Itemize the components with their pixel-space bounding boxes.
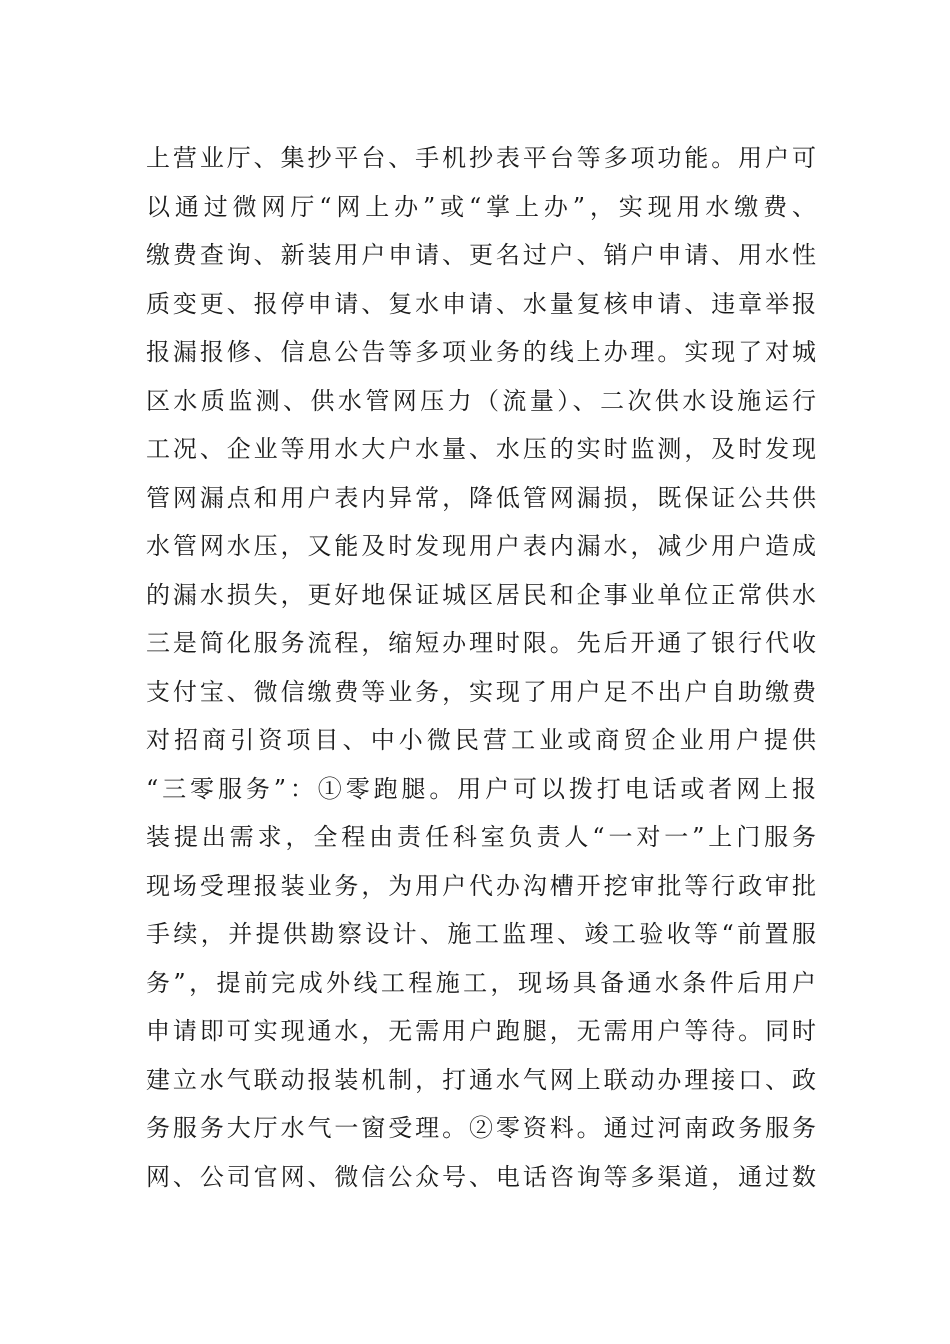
text-line: 三是简化服务流程，缩短办理时限。先后开通了银行代收 [146, 629, 816, 657]
text-line: 务”，提前完成外线工程施工，现场具备通水条件后用户 [146, 968, 816, 997]
text-line: 的漏水损失，更好地保证城区居民和企事业单位正常供水 [146, 580, 816, 609]
text-line: 手续，并提供勘察设计、施工监理、竣工验收等“前置服 [146, 920, 816, 948]
text-line: 水管网水压，又能及时发现用户表内漏水，减少用户造成 [146, 532, 816, 560]
text-line: 缴费查询、新装用户申请、更名过户、销户申请、用水性 [146, 241, 816, 269]
text-line: 务服务大厅水气一窗受理。②零资料。通过河南政务服务 [146, 1114, 816, 1142]
text-line: 网、公司官网、微信公众号、电话咨询等多渠道，通过数 [146, 1162, 816, 1191]
text-line: 上营业厅、集抄平台、手机抄表平台等多项功能。用户可 [146, 144, 816, 172]
text-line: 管网漏点和用户表内异常，降低管网漏损，既保证公共供 [146, 483, 816, 512]
text-line: 现场受理报装业务，为用户代办沟槽开挖审批等行政审批 [146, 871, 816, 900]
text-line: 对招商引资项目、中小微民营工业或商贸企业用户提供 [146, 726, 816, 754]
text-line: 装提出需求，全程由责任科室负责人“一对一”上门服务 [146, 823, 816, 851]
text-line: 申请即可实现通水，无需用户跑腿，无需用户等待。同时 [146, 1017, 816, 1045]
text-line: 建立水气联动报装机制，打通水气网上联动办理接口、政 [146, 1065, 816, 1094]
text-line: 工况、企业等用水大户水量、水压的实时监测，及时发现 [146, 435, 816, 463]
text-line: 报漏报修、信息公告等多项业务的线上办理。实现了对城 [146, 338, 816, 366]
text-line: 区水质监测、供水管网压力（流量）、二次供水设施运行 [146, 386, 816, 415]
text-line: 以通过微网厅“网上办”或“掌上办”，实现用水缴费、 [146, 192, 816, 221]
body-text [146, 134, 816, 1201]
text-line: 支付宝、微信缴费等业务，实现了用户足不出户自助缴费 [146, 677, 816, 706]
text-line: 质变更、报停申请、复水申请、水量复核申请、违章举报 [146, 289, 816, 318]
text-line: “三零服务”：①零跑腿。用户可以拨打电话或者网上报 [146, 774, 816, 803]
